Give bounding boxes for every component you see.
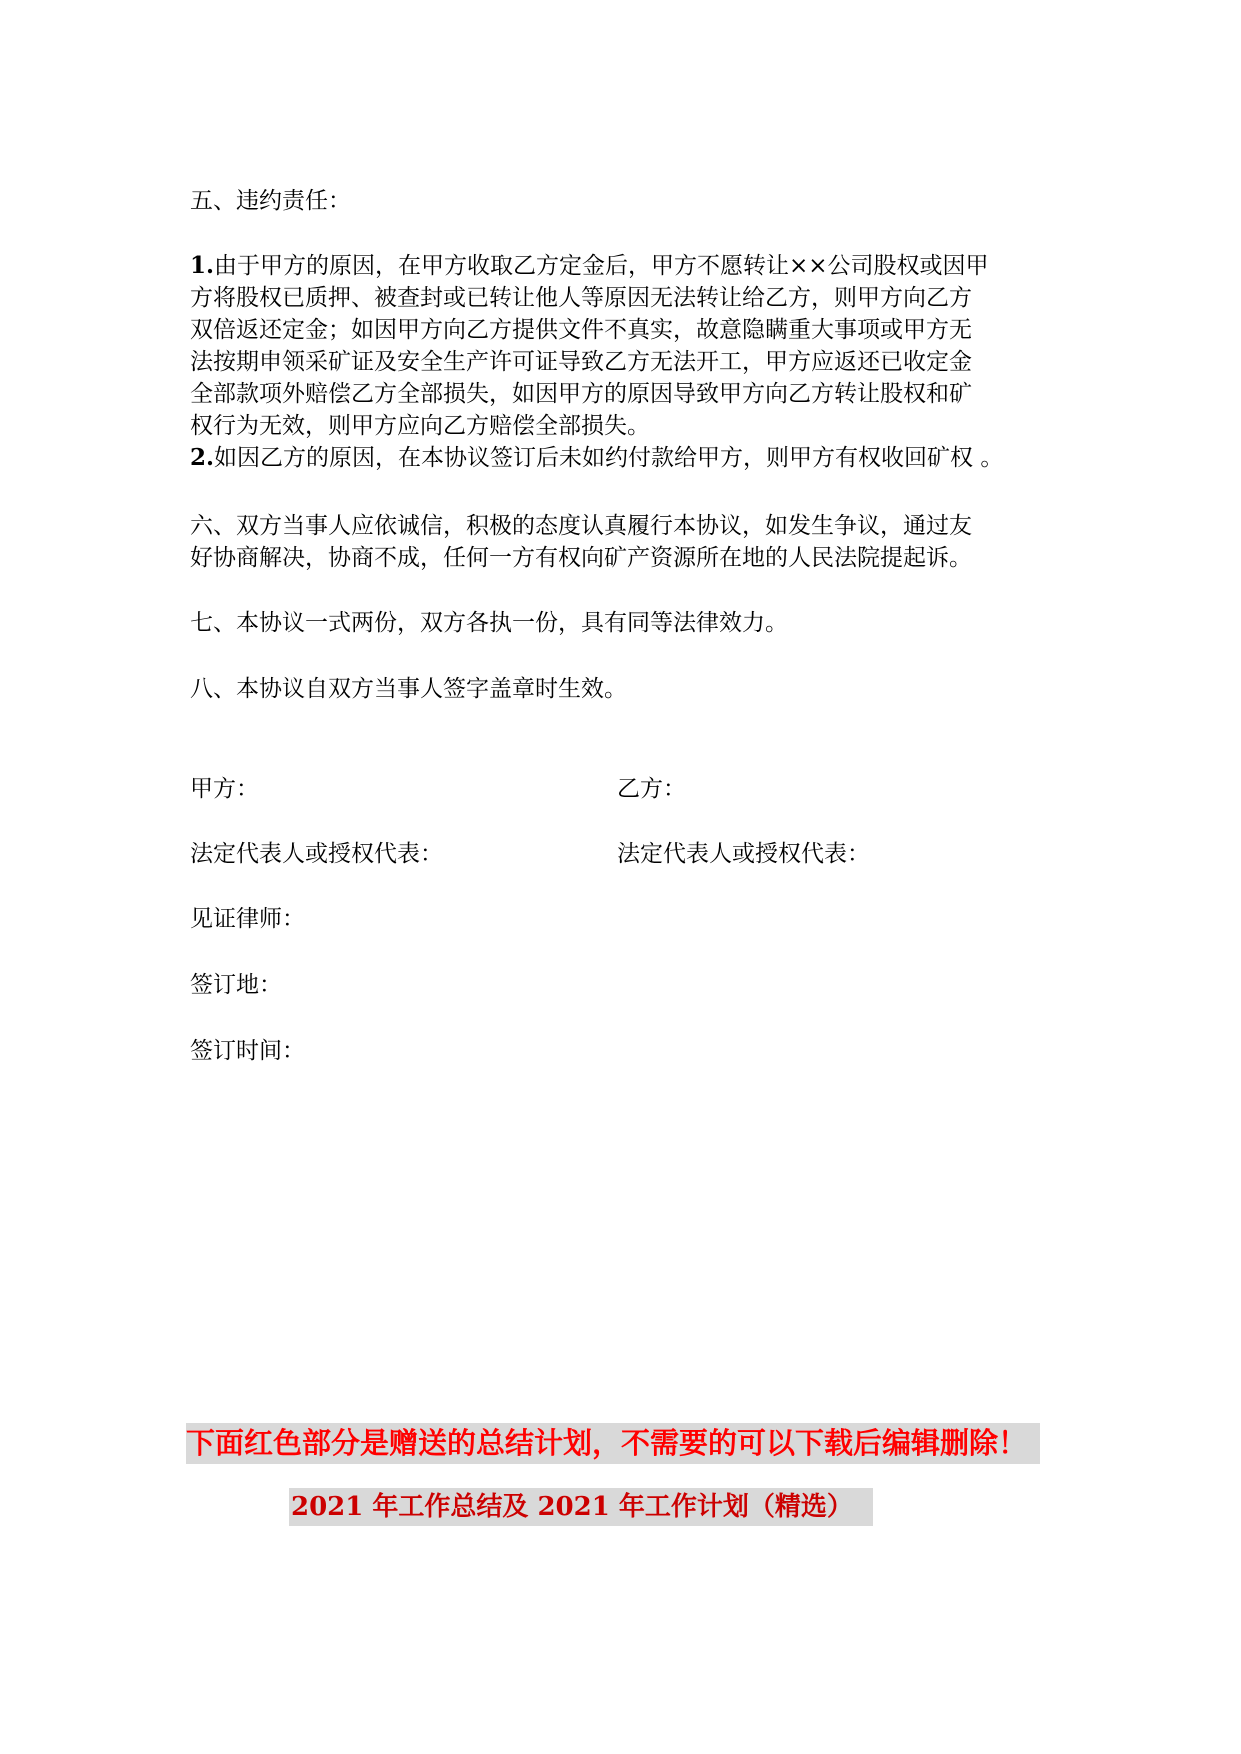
- clause-2-line: [190, 442, 1070, 474]
- party-b-label: 乙方：: [617, 776, 686, 802]
- sign-time-label: 签订时间：: [190, 1038, 305, 1064]
- section-8-text: 八、本协议自双方当事人签字盖章时生效。: [190, 676, 627, 702]
- section-6-line-2: 好协商解决，协商不成，任何一方有权向矿产资源所在地的人民法院提起诉。: [190, 545, 972, 571]
- section-8: [190, 673, 1070, 705]
- section-7: [190, 607, 1070, 639]
- gift-title-banner: [289, 1488, 873, 1526]
- section-5-heading: [190, 185, 1070, 217]
- rep-b-label: 法定代表人或授权代表：: [617, 841, 870, 867]
- clause-1-line-3: 双倍返还定金；如因甲方向乙方提供文件不真实，故意隐瞒重大事项或甲方无: [190, 317, 972, 343]
- clause-2-number: 2.: [190, 444, 215, 471]
- clause-1-line-5: 全部款项外赔偿乙方全部损失，如因甲方的原因导致甲方向乙方转让股权和矿: [190, 381, 972, 407]
- rep-a-label: 法定代表人或授权代表：: [190, 841, 443, 867]
- section-6: [190, 510, 1070, 574]
- gift-title-text: 2021 年工作总结及 2021 年工作计划（精选）: [291, 1492, 853, 1522]
- clause-1-line-6: 权行为无效，则甲方应向乙方赔偿全部损失。: [190, 413, 650, 439]
- section-5-heading-text: 五、违约责任：: [190, 188, 351, 214]
- clause-2-text: 如因乙方的原因，在本协议签订后未如约付款给甲方，则甲方有权收回矿权 。: [214, 445, 1004, 471]
- gift-note-text: 下面红色部分是赠送的总结计划，不需要的可以下载后编辑删除！: [186, 1426, 1028, 1460]
- section-6-line-1: 六、双方当事人应依诚信，积极的态度认真履行本协议，如发生争议，通过友: [190, 513, 972, 539]
- witness-label: 见证律师：: [190, 906, 305, 932]
- section-5-clause-1: [190, 250, 1070, 474]
- clause-1-line-2: 方将股权已质押、被查封或已转让他人等原因无法转让给乙方，则甲方向乙方: [190, 285, 972, 311]
- clause-1-line-1: [190, 250, 1070, 282]
- clause-1-line-1-text: 由于甲方的原因，在甲方收取乙方定金后，甲方不愿转让××公司股权或因甲: [214, 253, 989, 279]
- party-a-label: 甲方：: [190, 776, 259, 802]
- gift-note-banner: [186, 1423, 1040, 1464]
- clause-1-line-4: 法按期申领采矿证及安全生产许可证导致乙方无法开工，甲方应返还已收定金: [190, 349, 972, 375]
- section-7-text: 七、本协议一式两份，双方各执一份，具有同等法律效力。: [190, 610, 788, 636]
- clause-1-number: 1.: [190, 252, 215, 279]
- sign-place-label: 签订地：: [190, 972, 282, 998]
